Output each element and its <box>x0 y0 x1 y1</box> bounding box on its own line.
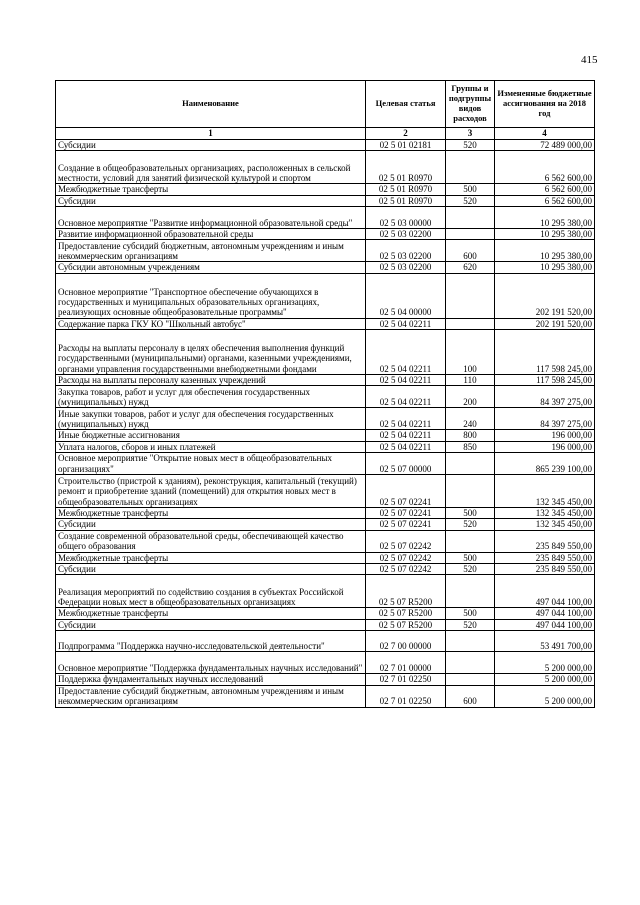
row-name: Основное мероприятие "Поддержка фундаментальных научных исследований" <box>56 652 366 674</box>
row-group: 500 <box>446 552 495 563</box>
row-amount: 235 849 550,00 <box>495 552 595 563</box>
row-group <box>446 207 495 229</box>
table-row <box>56 151 595 184</box>
row-name: Развитие информационной образовательной среды <box>56 229 366 240</box>
row-amount: 10 295 380,00 <box>495 229 595 240</box>
table-row <box>56 140 595 151</box>
row-code: 02 5 07 R5200 <box>366 619 446 630</box>
row-code: 02 5 07 R5200 <box>366 608 446 619</box>
column-number: 1 <box>56 128 366 140</box>
table-row <box>56 552 595 563</box>
row-code: 02 5 01 02181 <box>366 140 446 151</box>
row-amount: 497 044 100,00 <box>495 575 595 608</box>
row-name: Межбюджетные трансферты <box>56 552 366 563</box>
table-row <box>56 530 595 552</box>
row-code: 02 7 00 00000 <box>366 631 446 652</box>
row-name: Основное мероприятие "Открытие новых мест в общеобразовательных организациях" <box>56 453 366 475</box>
table-row <box>56 386 595 408</box>
row-group <box>446 151 495 184</box>
row-name: Расходы на выплаты персоналу казенных учреждений <box>56 375 366 386</box>
row-code: 02 5 04 02211 <box>366 430 446 441</box>
table-row <box>56 564 595 575</box>
row-amount: 132 345 450,00 <box>495 508 595 519</box>
row-group: 800 <box>446 430 495 441</box>
row-amount: 202 191 520,00 <box>495 273 595 318</box>
row-amount: 6 562 600,00 <box>495 195 595 206</box>
row-amount: 72 489 000,00 <box>495 140 595 151</box>
row-name: Субсидии <box>56 519 366 530</box>
table-row <box>56 207 595 229</box>
row-code: 02 5 04 02211 <box>366 441 446 452</box>
row-amount: 202 191 520,00 <box>495 318 595 329</box>
row-code: 02 5 04 02211 <box>366 318 446 329</box>
row-amount: 235 849 550,00 <box>495 530 595 552</box>
row-name: Субсидии автономным учреждениям <box>56 262 366 273</box>
header-code: Целевая статья <box>366 81 446 128</box>
row-amount: 117 598 245,00 <box>495 375 595 386</box>
row-name: Межбюджетные трансферты <box>56 184 366 195</box>
table-row <box>56 273 595 318</box>
row-code: 02 5 04 02211 <box>366 375 446 386</box>
column-number: 4 <box>495 128 595 140</box>
row-amount: 5 200 000,00 <box>495 685 595 707</box>
table-body <box>56 140 595 708</box>
page-number: 415 <box>581 54 598 66</box>
row-group: 520 <box>446 140 495 151</box>
row-group <box>446 229 495 240</box>
table-row <box>56 441 595 452</box>
row-amount: 84 397 275,00 <box>495 408 595 430</box>
row-amount: 10 295 380,00 <box>495 207 595 229</box>
row-name: Субсидии <box>56 195 366 206</box>
header-amount: Измененные бюджетные ассигнования на 2018 год <box>495 81 595 128</box>
row-code: 02 5 04 00000 <box>366 273 446 318</box>
row-amount: 10 295 380,00 <box>495 240 595 262</box>
row-amount: 6 562 600,00 <box>495 151 595 184</box>
row-amount: 132 345 450,00 <box>495 519 595 530</box>
row-group: 520 <box>446 519 495 530</box>
column-number: 2 <box>366 128 446 140</box>
row-group <box>446 453 495 475</box>
table-row <box>56 685 595 707</box>
row-amount: 196 000,00 <box>495 430 595 441</box>
header-group: Группы и подгруппы видов расходов <box>446 81 495 128</box>
row-group: 620 <box>446 262 495 273</box>
header-name: Наименование <box>56 81 366 128</box>
row-name: Субсидии <box>56 619 366 630</box>
row-code: 02 5 03 02200 <box>366 240 446 262</box>
row-code: 02 5 01 R0970 <box>366 151 446 184</box>
row-code: 02 5 01 R0970 <box>366 195 446 206</box>
row-name: Предоставление субсидий бюджетным, автономным учреждениям и иным некоммерческим организациям <box>56 240 366 262</box>
row-amount: 84 397 275,00 <box>495 386 595 408</box>
row-code: 02 5 07 02242 <box>366 552 446 563</box>
row-name: Создание в общеобразовательных организациях, расположенных в сельской местности, условий для занятий физической культурой и спортом <box>56 151 366 184</box>
row-group <box>446 273 495 318</box>
row-group: 850 <box>446 441 495 452</box>
row-amount: 497 044 100,00 <box>495 619 595 630</box>
row-group: 600 <box>446 240 495 262</box>
row-group <box>446 652 495 674</box>
row-amount: 10 295 380,00 <box>495 262 595 273</box>
row-group: 520 <box>446 195 495 206</box>
table-row <box>56 375 595 386</box>
row-amount: 6 562 600,00 <box>495 184 595 195</box>
row-name: Создание современной образовательной среды, обеспечивающей качество общего образования <box>56 530 366 552</box>
row-code: 02 5 07 02241 <box>366 475 446 508</box>
table-row <box>56 195 595 206</box>
row-code: 02 5 07 02241 <box>366 508 446 519</box>
row-name: Расходы на выплаты персоналу в целях обеспечения выполнения функций государственными (муниципальными) органами, казенными учреждениями, органами управления государственными внебюджетными фондами <box>56 330 366 375</box>
row-name: Подпрограмма "Поддержка научно-исследовательской деятельности" <box>56 631 366 652</box>
row-name: Иные закупки товаров, работ и услуг для обеспечения государственных (муниципальных) нужд <box>56 408 366 430</box>
row-name: Межбюджетные трансферты <box>56 608 366 619</box>
row-amount: 53 491 700,00 <box>495 631 595 652</box>
row-code: 02 5 07 R5200 <box>366 575 446 608</box>
table-row <box>56 262 595 273</box>
row-group <box>446 575 495 608</box>
row-group: 100 <box>446 330 495 375</box>
row-code: 02 5 01 R0970 <box>366 184 446 195</box>
row-amount: 196 000,00 <box>495 441 595 452</box>
table-row <box>56 508 595 519</box>
row-group: 110 <box>446 375 495 386</box>
row-group: 600 <box>446 685 495 707</box>
row-code: 02 5 04 02211 <box>366 330 446 375</box>
table-row <box>56 330 595 375</box>
row-group <box>446 530 495 552</box>
row-name: Уплата налогов, сборов и иных платежей <box>56 441 366 452</box>
row-amount: 132 345 450,00 <box>495 475 595 508</box>
row-code: 02 7 01 00000 <box>366 652 446 674</box>
row-group <box>446 674 495 685</box>
row-name: Основное мероприятие "Транспортное обеспечение обучающихся в государственных и муниципальных образовательных организациях, реализующих основные общеобразовательные программы" <box>56 273 366 318</box>
row-name: Поддержка фундаментальных научных исследований <box>56 674 366 685</box>
table-row <box>56 229 595 240</box>
table-row <box>56 575 595 608</box>
row-name: Реализация мероприятий по содействию создания в субъектах Российской Федерации новых мест в общеобразовательных организациях <box>56 575 366 608</box>
row-name: Основное мероприятие "Развитие информационной образовательной среды" <box>56 207 366 229</box>
table-row <box>56 631 595 652</box>
row-amount: 5 200 000,00 <box>495 674 595 685</box>
row-code: 02 7 01 02250 <box>366 674 446 685</box>
row-name: Субсидии <box>56 564 366 575</box>
table-row <box>56 430 595 441</box>
row-group <box>446 631 495 652</box>
row-code: 02 5 04 02211 <box>366 386 446 408</box>
row-code: 02 5 07 02242 <box>366 564 446 575</box>
row-code: 02 5 03 00000 <box>366 207 446 229</box>
row-group: 500 <box>446 508 495 519</box>
table-row <box>56 408 595 430</box>
row-code: 02 7 01 02250 <box>366 685 446 707</box>
row-code: 02 5 03 02200 <box>366 229 446 240</box>
row-group: 240 <box>446 408 495 430</box>
row-name: Субсидии <box>56 140 366 151</box>
row-group: 200 <box>446 386 495 408</box>
row-code: 02 5 03 02200 <box>366 262 446 273</box>
row-code: 02 5 07 00000 <box>366 453 446 475</box>
table-row <box>56 674 595 685</box>
row-group: 500 <box>446 184 495 195</box>
table-row <box>56 184 595 195</box>
row-group: 500 <box>446 608 495 619</box>
column-number: 3 <box>446 128 495 140</box>
row-name: Межбюджетные трансферты <box>56 508 366 519</box>
row-code: 02 5 04 02211 <box>366 408 446 430</box>
row-group <box>446 318 495 329</box>
table-row <box>56 608 595 619</box>
row-amount: 497 044 100,00 <box>495 608 595 619</box>
row-amount: 117 598 245,00 <box>495 330 595 375</box>
table-row <box>56 240 595 262</box>
row-code: 02 5 07 02242 <box>366 530 446 552</box>
row-group: 520 <box>446 619 495 630</box>
table-row <box>56 652 595 674</box>
table-row <box>56 475 595 508</box>
row-code: 02 5 07 02241 <box>366 519 446 530</box>
table-row <box>56 619 595 630</box>
row-amount: 5 200 000,00 <box>495 652 595 674</box>
row-amount: 235 849 550,00 <box>495 564 595 575</box>
budget-table <box>55 80 595 708</box>
row-name: Строительство (пристрой к зданиям), реконструкция, капитальный (текущий) ремонт и приобретение зданий (помещений) для открытия новых мест в общеобразовательных организациях <box>56 475 366 508</box>
row-group: 520 <box>446 564 495 575</box>
table-row <box>56 519 595 530</box>
row-group <box>446 475 495 508</box>
row-amount: 865 239 100,00 <box>495 453 595 475</box>
row-name: Содержание парка ГКУ КО "Школьный автобус" <box>56 318 366 329</box>
row-name: Предоставление субсидий бюджетным, автономным учреждениям и иным некоммерческим организациям <box>56 685 366 707</box>
table-row <box>56 453 595 475</box>
row-name: Закупка товаров, работ и услуг для обеспечения государственных (муниципальных) нужд <box>56 386 366 408</box>
table-row <box>56 318 595 329</box>
row-name: Иные бюджетные ассигнования <box>56 430 366 441</box>
